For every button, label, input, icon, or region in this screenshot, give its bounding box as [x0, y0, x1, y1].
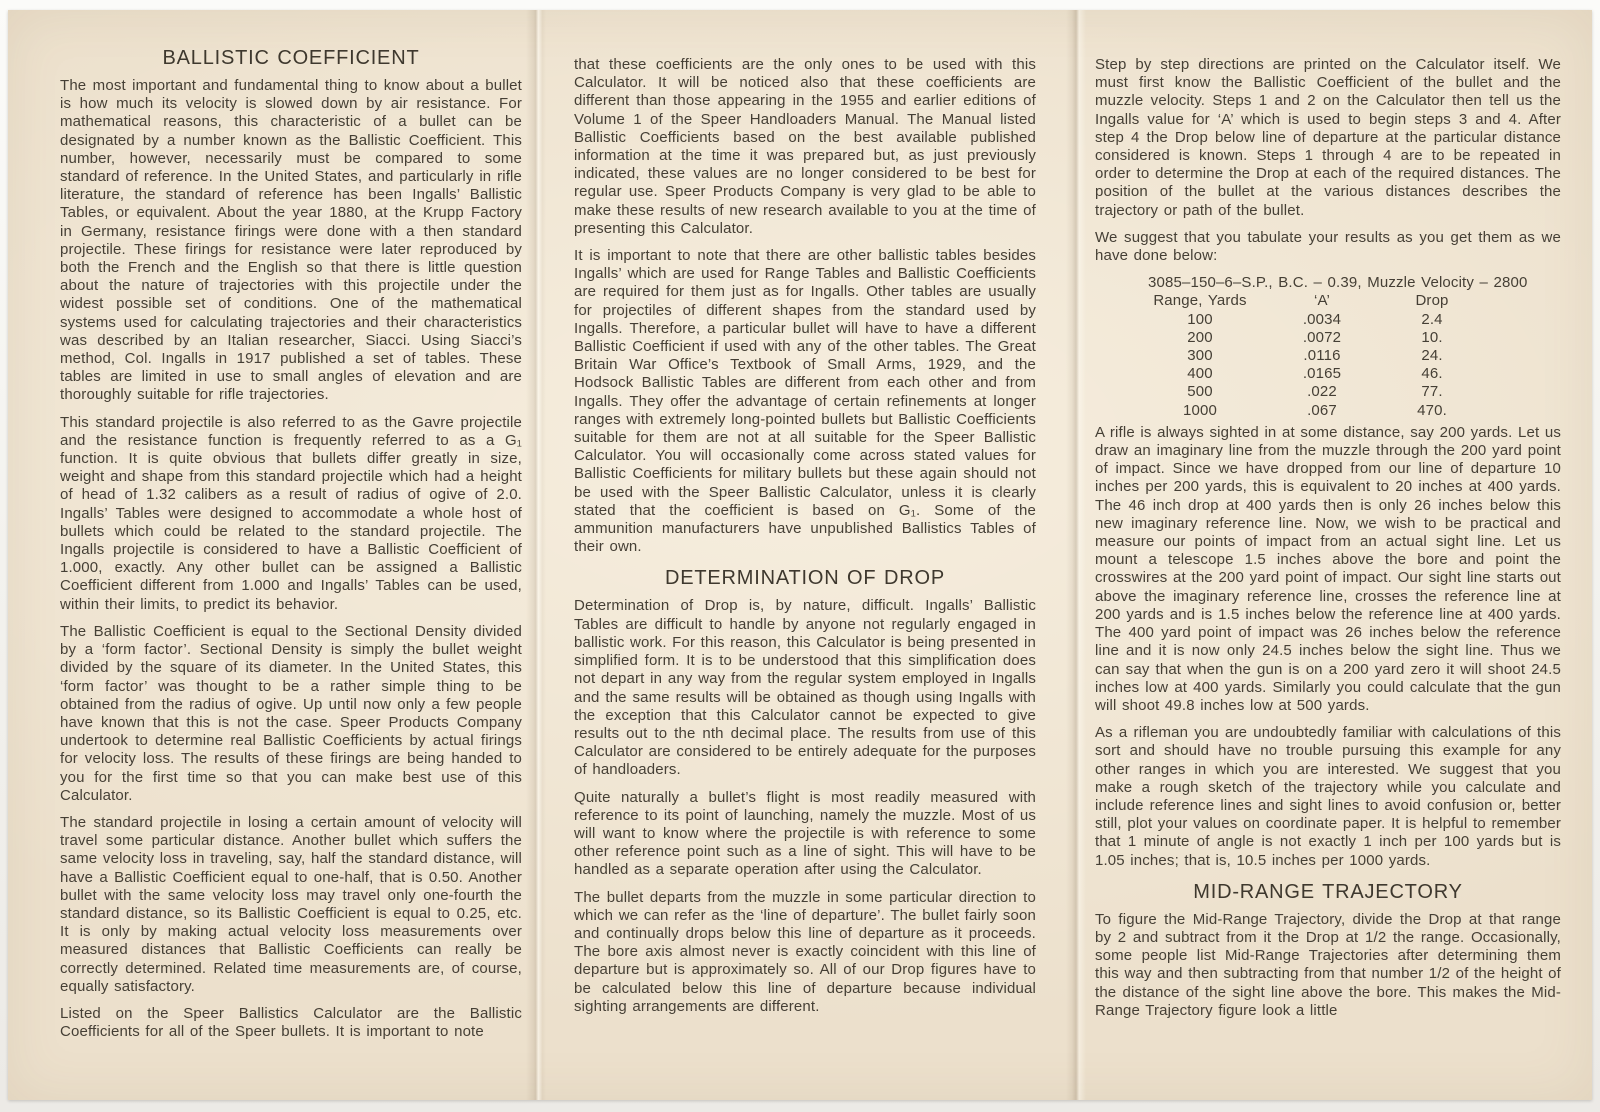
drop-table-caption: 3085–150–6–S.P., B.C. – 0.39, Muzzle Velocity – 2800	[1148, 274, 1528, 292]
table-cell: 500	[1187, 383, 1213, 401]
table-cell: .0072	[1302, 328, 1342, 346]
panel-determination-of-drop	[574, 56, 1036, 1025]
table-cell: 1000	[1183, 401, 1217, 419]
col1-paragraph-5: Listed on the Speer Ballistics Calculator are the Ballistic Coefficients for all of the Speer bullets. It is important to note	[60, 1004, 522, 1041]
table-cell: 24.	[1421, 347, 1443, 365]
heading-mid-range-trajectory: MID-RANGE TRAJECTORY	[1193, 880, 1463, 903]
table-cell: 200	[1187, 328, 1213, 346]
col3-paragraph-2: We suggest that you tabulate your results as you get them as we have done below:	[1095, 228, 1561, 265]
panel-ballistic-coefficient	[60, 46, 522, 1050]
col3-paragraph-5: To figure the Mid-Range Trajectory, divide the Drop at that range by 2 and subtract from it the Drop at 1/2 the range. Occasionally, some people list Mid-Range Trajectories after determining them this way and then subtracting from that number 1/2 of the height of the distance of the sight line above the bore. This makes the Mid-Range Trajectory figure look a little	[1095, 910, 1561, 1019]
drop-table-header-drop: Drop	[1415, 292, 1449, 310]
col2-paragraph-5: The bullet departs from the muzzle in some particular direction to which we can refer as the ‘line of departure’. The bullet fairly soon and continually drops below this line of departure as it proceeds. The bore axis almost never is exactly coincident with this line of departure but is approximately so. All of our Drop figures have to be calculated below this line of departure because individual sighting arrangements are different.	[574, 888, 1036, 1015]
table-cell: 400	[1187, 365, 1213, 383]
table-cell: 100	[1187, 310, 1213, 328]
table-cell: .0165	[1302, 365, 1342, 383]
drop-table-row-3	[1125, 347, 1561, 365]
table-cell: .022	[1307, 383, 1337, 401]
col2-paragraph-3: Determination of Drop is, by nature, difficult. Ingalls’ Ballistic Tables are difficult to handle by anyone not regularly engaged in ballistic work. For this reason, this Calculator is being presented in simplified form. It is to be understood that this simplification does not depart in any way from the regular system employed in Ingalls and the same results will be obtained as though using Ingalls with the exception that this Calculator cannot be expected to give results out to the nth decimal place. The results from use of this Calculator are considered to be entirely adequate for the purposes of handloaders.	[574, 597, 1036, 779]
drop-table-row-2	[1125, 329, 1561, 347]
table-cell: .0034	[1302, 310, 1342, 328]
col1-paragraph-4: The standard projectile in losing a certain amount of velocity will travel some particular distance. Another bullet which suffers the same velocity loss in traveling, say, half the standard distance, will have a Ballistic Coefficient equal to one-half, that is 0.50. Another bullet with the same velocity loss may travel only one-fourth the standard distance, so its Ballistic Coefficient is equal to 0.25, etc. It is only by making actual velocity loss measurements over measured distances that Ballistic Coefficients can really be correctly determined. Related time measurements are, of course, equally satisfactory.	[60, 813, 522, 995]
fold-crease-right	[1066, 10, 1086, 1100]
pamphlet-page	[8, 10, 1592, 1100]
drop-table-row-5	[1125, 383, 1561, 401]
drop-table-row-1	[1125, 311, 1561, 329]
col3-paragraph-4: As a rifleman you are undoubtedly familiar with calculations of this sort and should have no trouble pursuing this example for any other ranges in which you are interested. We suggest that you make a rough sketch of the trajectory while you calculate and include reference lines and sight lines to avoid confusion or, better still, plot your values on coordinate paper. It is helpful to remember that 1 minute of angle is not exactly 1 inch per 100 yards but is 1.05 inches; that is, 10.5 inches per 1000 yards.	[1095, 724, 1561, 869]
panel-trajectory-example	[1095, 56, 1561, 1029]
drop-table-header-row	[1125, 292, 1561, 310]
fold-crease-left	[526, 10, 546, 1100]
heading-ballistic-coefficient: BALLISTIC COEFFICIENT	[162, 47, 420, 69]
col2-paragraph-2: It is important to note that there are other ballistic tables besides Ingalls’ which are used for Range Tables and Ballistic Coefficients are required for them just as for Ingalls. Other tables are usually for projectiles of different shapes from the standard used by Ingalls. Therefore, a particular bullet will have to have a different Ballistic Coefficient if used with any of the other tables. The Great Britain War Office’s Textbook of Small Arms, 1929, and the Hodsock Ballistic Tables are different from each other and from Ingalls. They offer the advantage of certain refinements at longer ranges with extremely long-pointed bullets but Ballistic Coefficients suitable for them are not at all suitable for the Speer Ballistic Calculator. You will occasionally come across stated values for Ballistic Coefficients for military bullets but these again should not be used with the Speer Ballistic Calculator, unless it is clearly stated that the coefficient is based on G₁. Some of the ammunition manufacturers have unpublished Ballistics Tables of their own.	[574, 247, 1036, 556]
table-cell: .0116	[1303, 347, 1341, 365]
drop-table-header-a: ‘A’	[1313, 292, 1330, 310]
table-cell: 470.	[1417, 401, 1447, 419]
col1-paragraph-3: The Ballistic Coefficient is equal to the Sectional Density divided by a ‘form factor’. Sectional Density is simply the bullet weight divided by the square of its diameter. In the United States, this ‘form factor’ was thought to be a rather simple thing to be obtained from the radius of ogive. Up until now only a few people have known that this is not the case. Speer Products Company undertook to determine real Ballistic Coefficients by actual firings for velocity loss. The results of these firings are being handed to you for the first time so that you can make best use of this Calculator.	[60, 622, 522, 804]
table-cell: 10.	[1421, 328, 1443, 346]
drop-table-row-6	[1125, 402, 1561, 420]
heading-determination-of-drop: DETERMINATION OF DROP	[665, 567, 945, 590]
col1-paragraph-2: This standard projectile is also referred to as the Gavre projectile and the resistance function is frequently referred to as a G₁ function. It is quite obvious that bullets differ greatly in size, weight and shape from this standard projectile which had a height of head of 1.32 calibers as a result of radius of ogive of 2.0. Ingalls’ Tables were designed to accommodate a whole host of bullets which could be related to the standard projectile. The Ingalls projectile is considered to have a Ballistic Coefficient of 1.000, exactly. Any other bullet can be assigned a Ballistic Coefficient different from 1.000 and Ingalls’ Tables can be used, within their limits, to predict its behavior.	[60, 413, 522, 613]
table-cell: .067	[1307, 401, 1337, 419]
drop-table	[1095, 274, 1561, 420]
table-cell: 2.4	[1421, 310, 1443, 328]
col1-paragraph-1: The most important and fundamental thing to know about a bullet is how much its velocity is slowed down by air resistance. For mathematical reasons, this characteristic of a bullet can be designated by a number known as the Ballistic Coefficient. This number, however, necessarily must be compared to some standard of reference. In the United States, and particularly in rifle literature, the standard of reference has been Ingalls’ Ballistic Tables, or equivalent. About the year 1880, at the Krupp Factory in Germany, resistance firings were done with a then standard projectile. These firings for resistance were later reproduced by both the French and the English so that there is little question about the nature of trajectories with this projectile under the widest possible set of conditions. One of the mathematical systems used for calculating trajectories and their characteristics was described by an Italian researcher, Siacci. Using Siacci’s method, Col. Ingalls in 1917 published a set of tables. These tables are limited in use to small angles of elevation and are thoroughly suitable for rifle trajectories.	[60, 77, 522, 404]
col3-paragraph-3: A rifle is always sighted in at some distance, say 200 yards. Let us draw an imaginary line from the muzzle through the 200 yard point of impact. Since we have dropped from our line of departure 10 inches per 200 yards, this is equivalent to 20 inches at 400 yards. The 46 inch drop at 400 yards then is only 26 inches below this new imaginary reference line. Now, we wish to be practical and measure our points of impact from an actual sight line. Let us mount a telescope 1.5 inches above the bore and point the crosswires at the 200 yard point of impact. Our sight line starts out above the imaginary reference line, crosses the reference line at 200 yards and is 1.5 inches below the reference line at 400 yards. The 400 yard point of impact was 26 inches below the reference line and it is now only 24.5 inches below the sight line. Thus we can say that when the gun is on a 200 yard zero it will shoot 24.5 inches low at 400 yards. Similarly you could calculate that the gun will shoot 49.8 inches low at 500 yards.	[1095, 423, 1561, 714]
col3-paragraph-1: Step by step directions are printed on the Calculator itself. We must first know the Ballistic Coefficient of the bullet and the muzzle velocity. Steps 1 and 2 on the Calculator then tell us the Ingalls value for ‘A’ which is used to begin steps 3 and 4. After step 4 the Drop below line of departure at the particular distance considered is known. Steps 1 through 4 are to be repeated in order to determine the Drop at each of the required distances. The position of the bullet at the various distances describes the trajectory or path of the bullet.	[1095, 56, 1561, 219]
table-cell: 300	[1187, 347, 1213, 365]
col2-paragraph-1: that these coefficients are the only ones to be used with this Calculator. It will be noticed also that these coefficients are different than those appearing in the 1955 and earlier editions of Volume 1 of the Speer Handloaders Manual. The Manual listed Ballistic Coefficients based on the best available published information at the time it was prepared but, as just previously indicated, these values are no longer considered to be best for regular use. Speer Products Company is very glad to be able to make these results of new research available to you at the time of presenting this Calculator.	[574, 56, 1036, 237]
table-cell: 77.	[1421, 383, 1443, 401]
table-cell: 46.	[1421, 365, 1443, 383]
col2-paragraph-4: Quite naturally a bullet’s flight is most readily measured with reference to its point of launching, namely the muzzle. Most of us will want to know where the projectile is with reference to some other reference point such as a line of sight. This will have to be handled as a separate operation after using the Calculator.	[574, 788, 1036, 879]
drop-table-row-4	[1125, 365, 1561, 383]
drop-table-header-range: Range, Yards	[1153, 292, 1247, 310]
